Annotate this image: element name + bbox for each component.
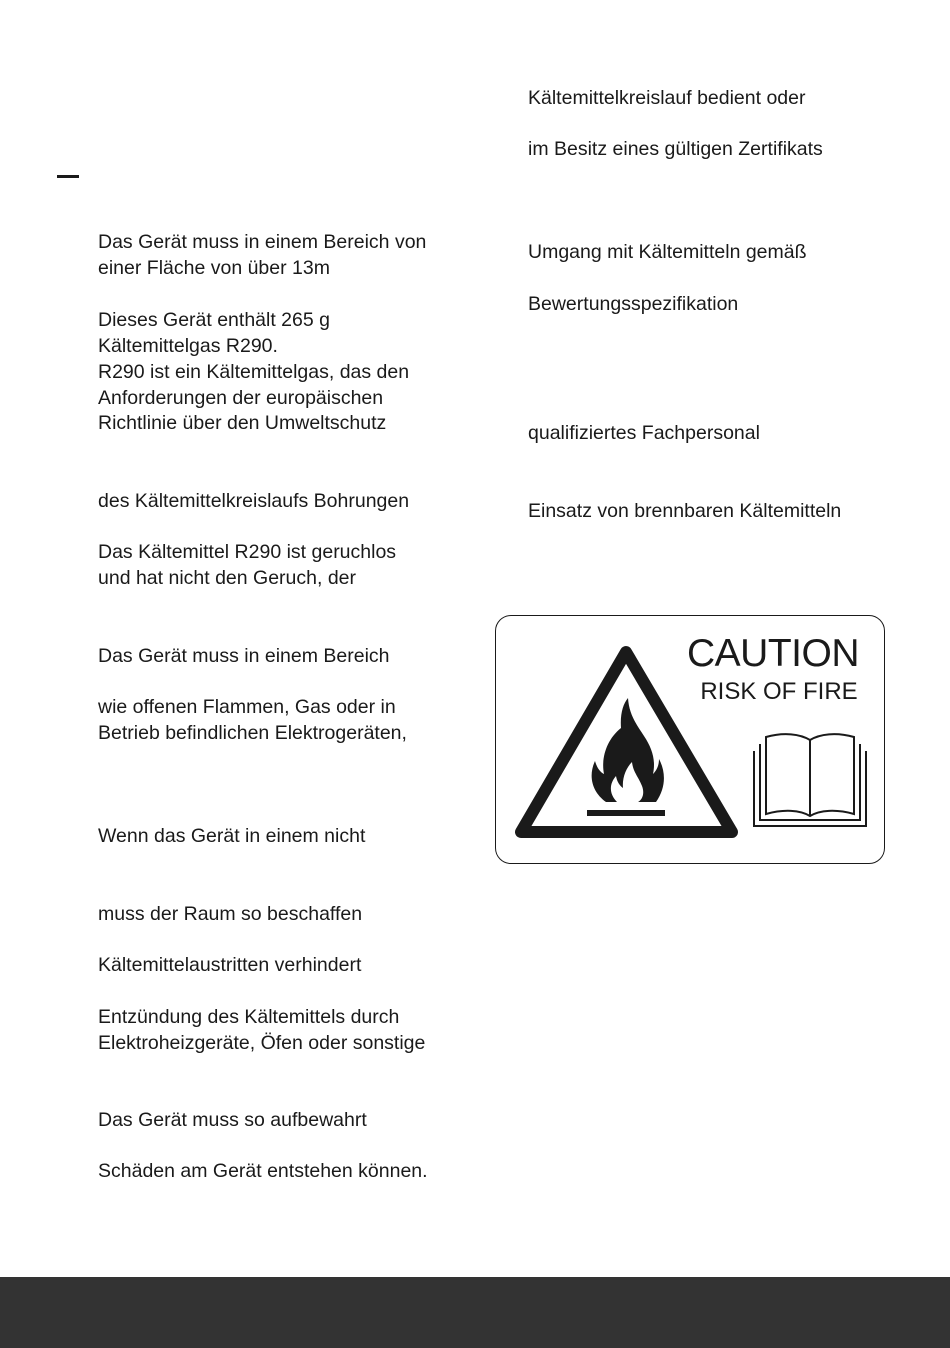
text-line: Wenn das Gerät in einem nicht: [98, 825, 366, 847]
text-line: Elektroheizgeräte, Öfen oder sonstige: [98, 1032, 426, 1054]
text-line: Richtlinie über den Umweltschutz: [98, 412, 387, 434]
text-line: Entzündung des Kältemittels durch: [98, 1006, 400, 1028]
text-line: wie offenen Flammen, Gas oder in: [98, 696, 396, 718]
read-manual-book-icon: [754, 734, 866, 826]
section-dash: [57, 175, 79, 178]
text-line: Anforderungen der europäischen: [98, 387, 384, 409]
text-line: R290 ist ein Kältemittelgas, das den: [98, 361, 410, 383]
text-line: des Kältemittelkreislaufs Bohrungen: [98, 490, 410, 512]
text-line: Schäden am Gerät entstehen können.: [98, 1160, 428, 1182]
text-line: Das Gerät muss in einem Bereich: [98, 645, 390, 667]
text-line: Das Gerät muss in einem Bereich von: [98, 231, 427, 253]
footer-bar: [0, 1277, 950, 1348]
text-line: muss der Raum so beschaffen: [98, 903, 363, 925]
text-line: und hat nicht den Geruch, der: [98, 567, 357, 589]
text-line: Kältemittelgas R290.: [98, 335, 278, 357]
caution-sign: [495, 615, 885, 864]
text-line: Betrieb befindlichen Elektrogeräten,: [98, 722, 407, 744]
text-line: Kältemittelkreislauf bedient oder: [528, 87, 806, 109]
text-line: Dieses Gerät enthält 265 g: [98, 309, 330, 331]
text-line: Das Gerät muss so aufbewahrt: [98, 1109, 367, 1131]
caution-title: CAUTION: [687, 632, 859, 675]
caution-subtitle: RISK OF FIRE: [700, 678, 858, 705]
text-line: Einsatz von brennbaren Kältemitteln: [528, 500, 842, 522]
text-line: Kältemittelaustritten verhindert: [98, 954, 362, 976]
text-line: im Besitz eines gültigen Zertifikats: [528, 138, 823, 160]
text-line: qualifiziertes Fachpersonal: [528, 422, 760, 444]
text-line: Umgang mit Kältemitteln gemäß: [528, 241, 807, 263]
text-line: einer Fläche von über 13m: [98, 257, 330, 279]
text-line: Bewertungsspezifikation: [528, 293, 739, 315]
text-line: Das Kältemittel R290 ist geruchlos: [98, 541, 397, 563]
